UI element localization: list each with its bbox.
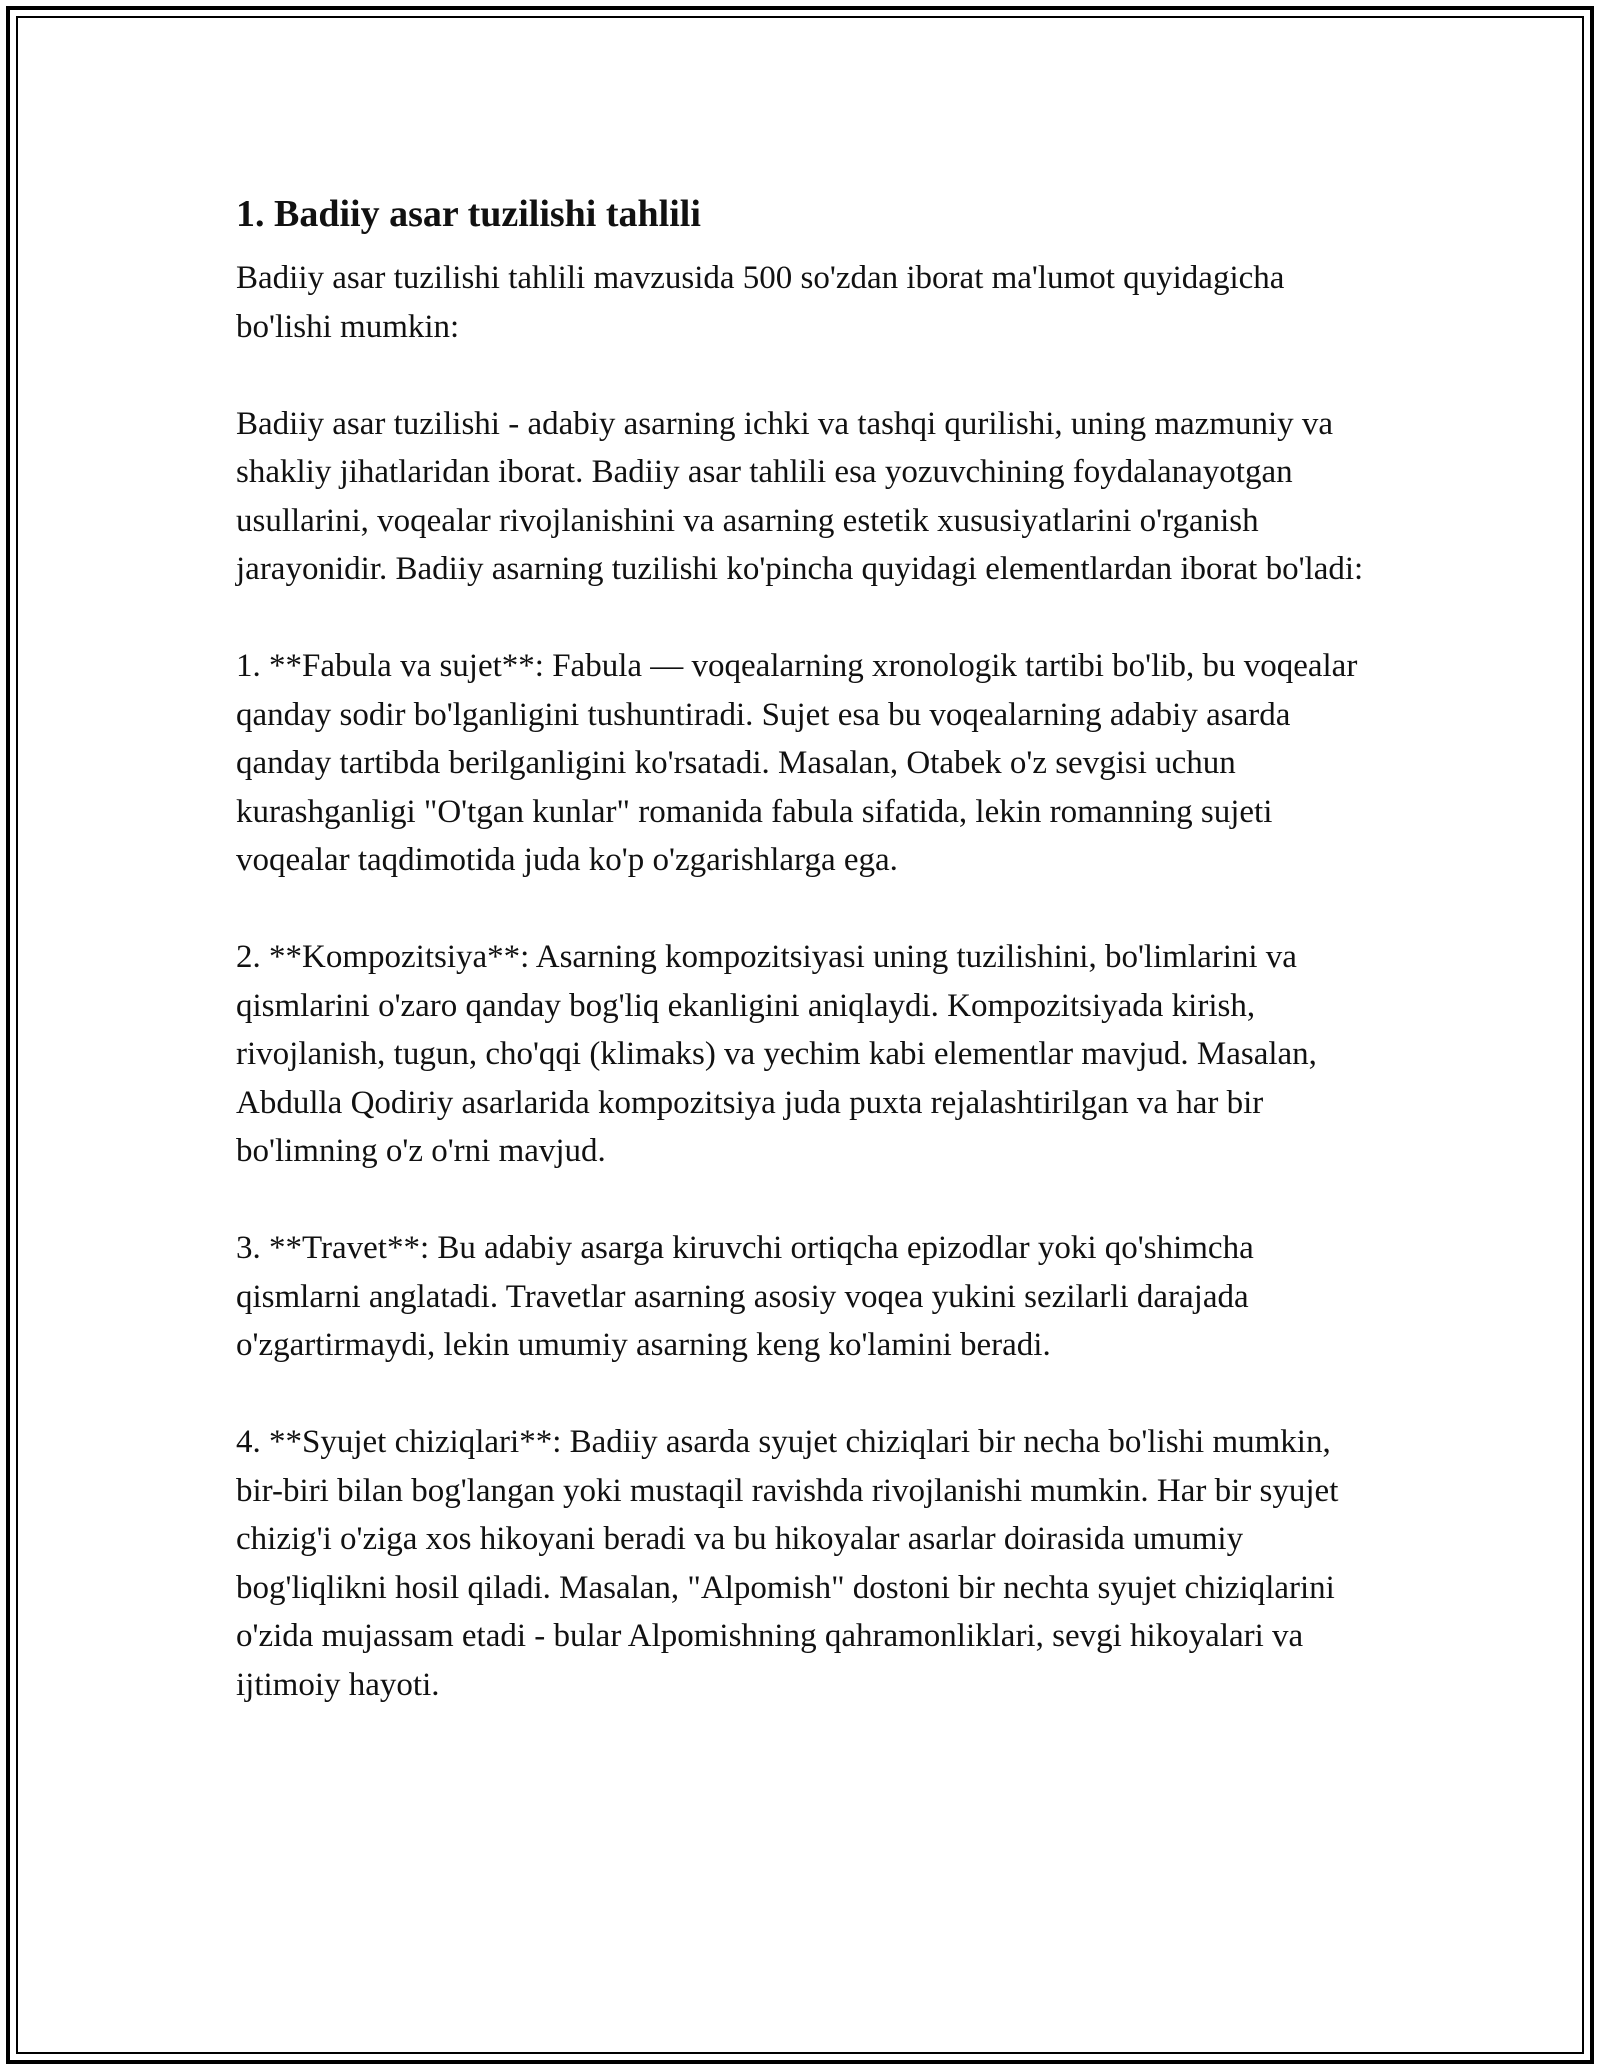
section-heading: 1. Badiiy asar tuzilishi tahlili bbox=[236, 193, 701, 235]
list-item-travet: 3. **Travet**: Bu adabiy asarga kiruvchi ortiqcha epizodlar yoki qo'shimcha qismlarni anglatadi. Travetlar asarning asosiy voqea yukini sezilarli darajada o'zgartirmaydi, lekin umumiy asarning keng ko'lamini beradi. bbox=[236, 1230, 1254, 1363]
definition-paragraph: Badiiy asar tuzilishi - adabiy asarning ichki va tashqi qurilishi, uning mazmuniy va shakliy jihatlaridan iborat. Badiiy asar tahlili esa yozuvchining foydalanayotgan usullarini, voqealar rivojlanishini va asarning estetik xususiyatlarini o'rganish jarayonidir. Badiiy asarning tuzilishi ko'pincha quyidagi elementlardan iborat bo'ladi: bbox=[236, 405, 1364, 587]
list-item-fabula-sujet: 1. **Fabula va sujet**: Fabula — voqealarning xronologik tartibi bo'lib, bu voqealar qanday sodir bo'lganligini tushuntiradi. Sujet esa bu voqealarning adabiy asarda qanday tartibda berilganligini ko'rsatadi. Masalan, Otabek o'z sevgisi uchun kurashganligi "O'tgan kunlar" romanida fabula sifatida, lekin romanning sujeti voqealar taqdimotida juda ko'p o'zgarishlarga ega. bbox=[236, 648, 1358, 878]
document-body bbox=[236, 188, 1376, 1758]
list-item-kompozitsiya: 2. **Kompozitsiya**: Asarning kompozitsiyasi uning tuzilishini, bo'limlarini va qismlarini o'zaro qanday bog'liq ekanligini aniqlaydi. Kompozitsiyada kirish, rivojlanish, tugun, cho'qqi (klimaks) va yechim kabi elementlar mavjud. Masalan, Abdulla Qodiriy asarlarida kompozitsiya juda puxta rejalashtirilgan va har bir bo'limning o'z o'rni mavjud. bbox=[236, 939, 1317, 1169]
list-item-syujet-chiziqlari: 4. **Syujet chiziqlari**: Badiiy asarda syujet chiziqlari bir necha bo'lishi mumkin, bir-biri bilan bog'langan yoki mustaqil ravishda rivojlanishi mumkin. Har bir syujet chizig'i o'ziga xos hikoyani beradi va bu hikoyalar asarlar doirasida umumiy bog'liqlikni hosil qiladi. Masalan, "Alpomish" dostoni bir nechta syujet chiziqlarini o'zida mujassam etadi - bular Alpomishning qahramonliklari, sevgi hikoyalari va ijtimoiy hayoti. bbox=[236, 1424, 1339, 1703]
intro-paragraph: Badiiy asar tuzilishi tahlili mavzusida 500 so'zdan iborat ma'lumot quyidagicha bo'lishi mumkin: bbox=[236, 260, 1285, 345]
